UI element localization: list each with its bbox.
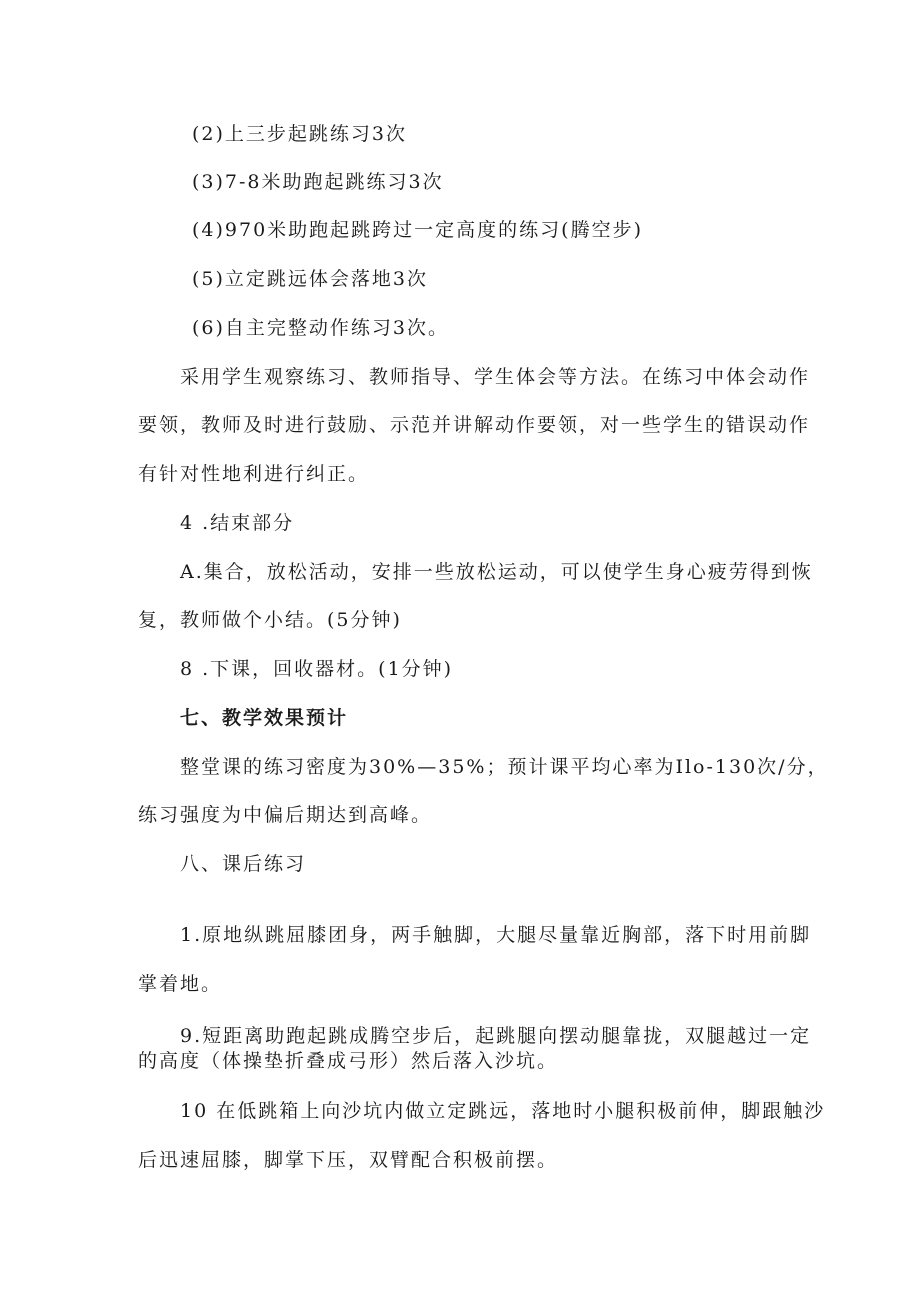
effect-line-1: 整堂课的练习密度为30%—35%；预计课平均心率为Ilo-130次/分， [180, 756, 829, 778]
exercise-9-line-1: 9.短距离助跑起跳成腾空步后，起跳腿向摆动腿靠拢，双腿越过一定 [180, 1025, 812, 1047]
section-8-heading: 八、课后练习 [180, 853, 307, 875]
exercise-10-line-1: 10 在低跳箱上向沙坑内做立定跳远，落地时小腿积极前伸，脚跟触沙 [180, 1100, 826, 1122]
section-7-heading: 七、教学效果预计 [180, 707, 349, 729]
item-a-line-1: A.集合，放松活动，安排一些放松运动，可以使学生身心疲劳得到恢 [180, 561, 813, 583]
exercise-10-line-2: 后迅速屈膝，脚掌下压，双臂配合积极前摆。 [138, 1149, 559, 1171]
step-5-line: (5)立定跳远体会落地3次 [192, 268, 429, 290]
step-4-line: (4)970米助跑起跳跨过一定高度的练习(腾空步) [192, 219, 644, 241]
item-8-line: 8 .下课，回收器材。(1分钟) [180, 658, 454, 680]
method-paragraph-line-3: 有针对性地利进行纠正。 [138, 463, 370, 485]
exercise-1-line-1: 1.原地纵跳屈膝团身，两手触脚，大腿尽量靠近胸部，落下时用前脚 [180, 924, 812, 946]
exercise-1-line-2: 掌着地。 [138, 973, 223, 995]
item-a-line-2: 复，教师做个小结。(5分钟) [138, 609, 402, 631]
effect-line-2: 练习强度为中偏后期达到高峰。 [138, 804, 433, 826]
method-paragraph-line-1: 采用学生观察练习、教师指导、学生体会等方法。在练习中体会动作 [180, 366, 811, 388]
method-paragraph-line-2: 要领，教师及时进行鼓励、示范并讲解动作要领，对一些学生的错误动作 [138, 414, 811, 436]
step-2-line: (2)上三步起跳练习3次 [192, 123, 408, 145]
exercise-9-line-2: 的高度（体操垫折叠成弓形）然后落入沙坑。 [138, 1050, 559, 1072]
step-3-line: (3)7-8米助跑起跳练习3次 [192, 171, 444, 193]
step-6-line: (6)自主完整动作练习3次。 [192, 317, 450, 339]
section-4-heading: 4 .结束部分 [180, 512, 295, 534]
